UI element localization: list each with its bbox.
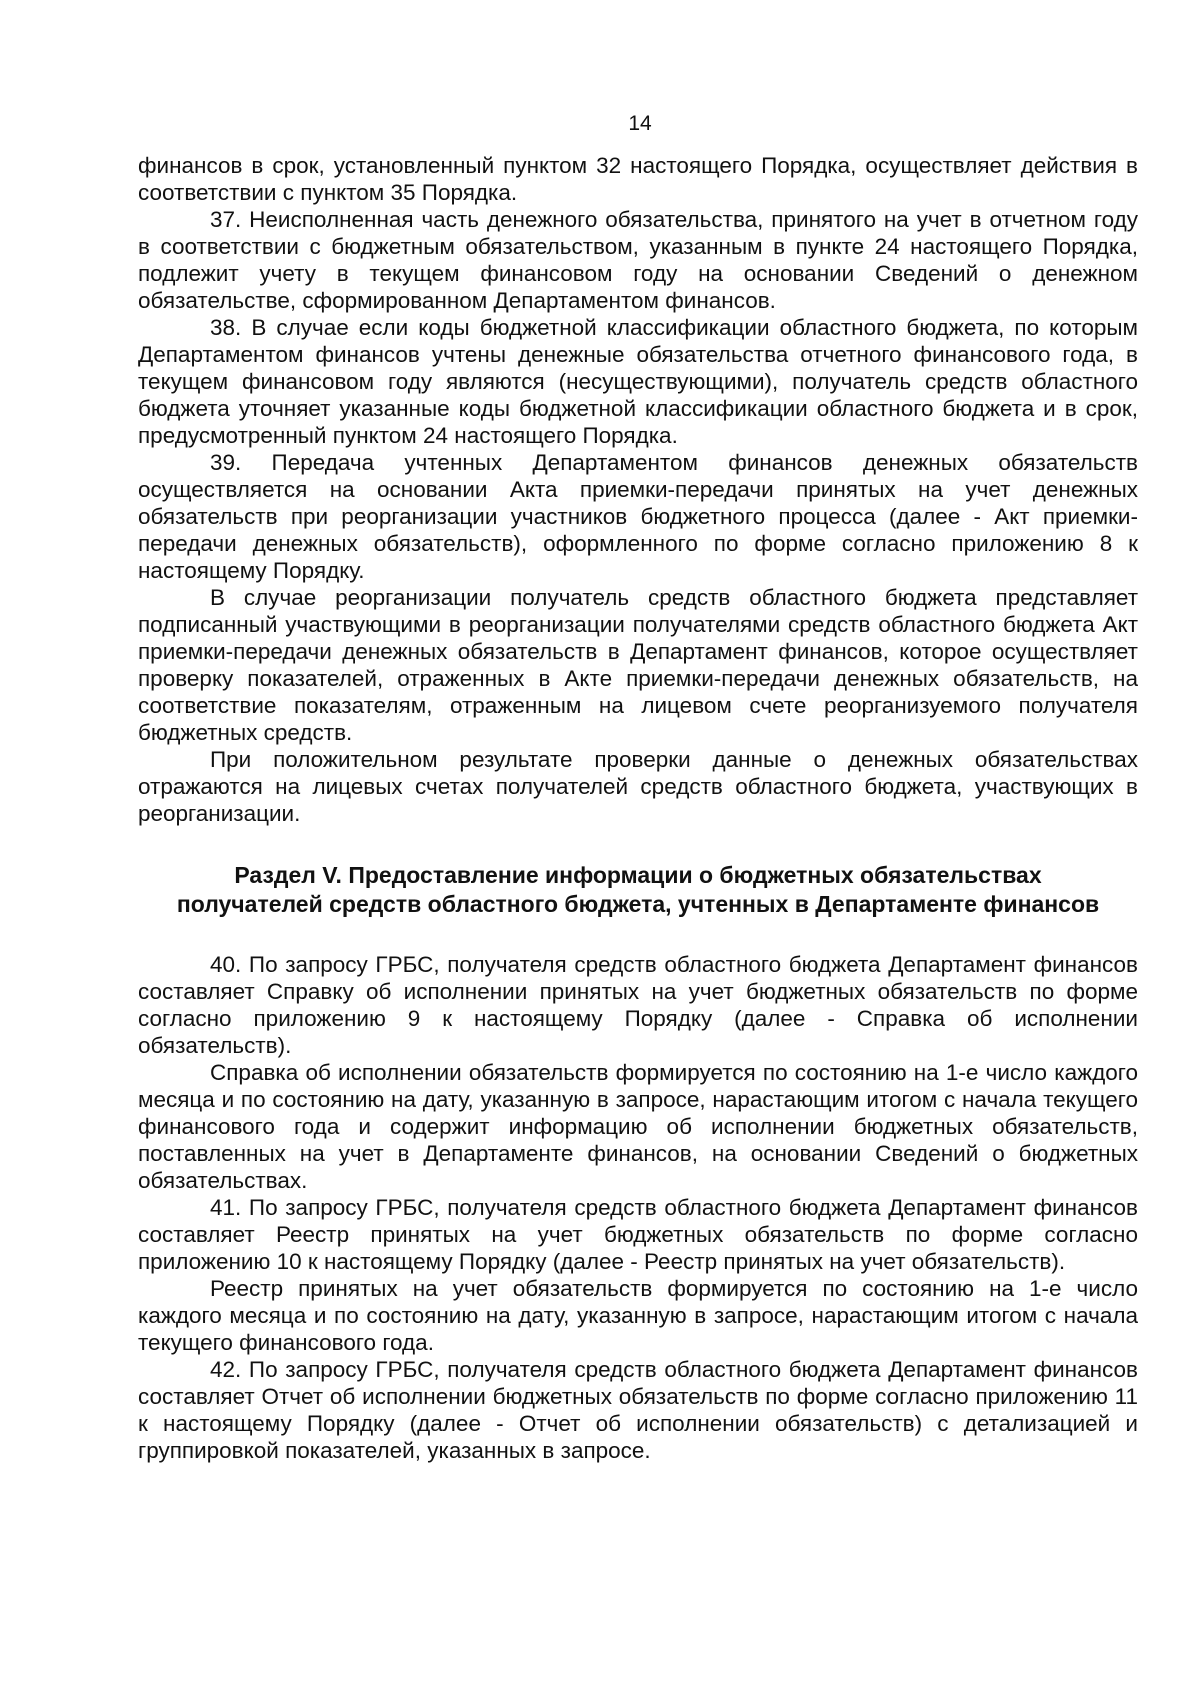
paragraph-42: 42. По запросу ГРБС, получателя средств областного бюджета Департамент финансов составляет Отчет об исполнении бюджетных обязательств по форме согласно приложению 11 к настоящему Порядку (далее - Отчет об исполнении обязательств) с детализацией и группировкой показателей, указанных в запросе. [138,1357,1138,1463]
paragraph-41-registry: Реестр принятых на учет обязательств формируется по состоянию на 1-е число каждого месяца и по состоянию на дату, указанную в запросе, нарастающим итогом с начала текущего финансового года. [138,1276,1138,1355]
paragraph-39: 39. Передача учтенных Департаментом финансов денежных обязательств осуществляется на основании Акта приемки-передачи принятых на учет денежных обязательств при реорганизации участников бюджетного процесса (далее - Акт приемки-передачи денежных обязательств), оформленного по форме согласно приложению 8 к настоящему Порядку. [138,450,1138,583]
paragraph-continuation: финансов в срок, установленный пунктом 32 настоящего Порядка, осуществляет действия в соответствии с пунктом 35 Порядка. [138,153,1138,205]
section-title [138,861,1138,919]
section-title-line-1: Раздел V. Предоставление информации о бюджетных обязательствах [234,862,1042,888]
paragraph-38: 38. В случае если коды бюджетной классификации областного бюджета, по которым Департаментом финансов учтены денежные обязательства отчетного финансового года, в текущем финансовом году являются (несуществующими), получатель средств областного бюджета уточняет указанные коды бюджетной классификации областного бюджета и в срок, предусмотренный пунктом 24 настоящего Порядка. [138,315,1138,448]
section-title-line-2: получателей средств областного бюджета, учтенных в Департаменте финансов [176,891,1100,917]
paragraph-39-reorganization: В случае реорганизации получатель средств областного бюджета представляет подписанный участвующими в реорганизации получателями средств областного бюджета Акт приемки-передачи денежных обязательств в Департамент финансов, которое осуществляет проверку показателей, отраженных в Акте приемки-передачи денежных обязательств, на соответствие показателям, отраженным на лицевом счете реорганизуемого получателя бюджетных средств. [138,585,1138,745]
paragraph-39-result: При положительном результате проверки данные о денежных обязательствах отражаются на лицевых счетах получателей средств областного бюджета, участвующих в реорганизации. [138,747,1138,826]
paragraph-41: 41. По запросу ГРБС, получателя средств областного бюджета Департамент финансов составляет Реестр принятых на учет бюджетных обязательств по форме согласно приложению 10 к настоящему Порядку (далее - Реестр принятых на учет обязательств). [138,1195,1138,1274]
document-body [138,152,1138,1464]
paragraph-40: 40. По запросу ГРБС, получателя средств областного бюджета Департамент финансов составляет Справку об исполнении принятых на учет бюджетных обязательств по форме согласно приложению 9 к настоящему Порядку (далее - Справка об исполнении обязательств). [138,952,1138,1058]
paragraph-37: 37. Неисполненная часть денежного обязательства, принятого на учет в отчетном году в соответствии с бюджетным обязательством, указанным в пункте 24 настоящего Порядка, подлежит учету в текущем финансовом году на основании Сведений о денежном обязательстве, сформированном Департаментом финансов. [138,207,1138,313]
page-number: 14 [628,112,652,135]
paragraph-40-reference: Справка об исполнении обязательств формируется по состоянию на 1-е число каждого месяца и по состоянию на дату, указанную в запросе, нарастающим итогом с начала текущего финансового года и содержит информацию об исполнении бюджетных обязательств, поставленных на учет в Департаменте финансов, на основании Сведений о бюджетных обязательствах. [138,1060,1138,1193]
